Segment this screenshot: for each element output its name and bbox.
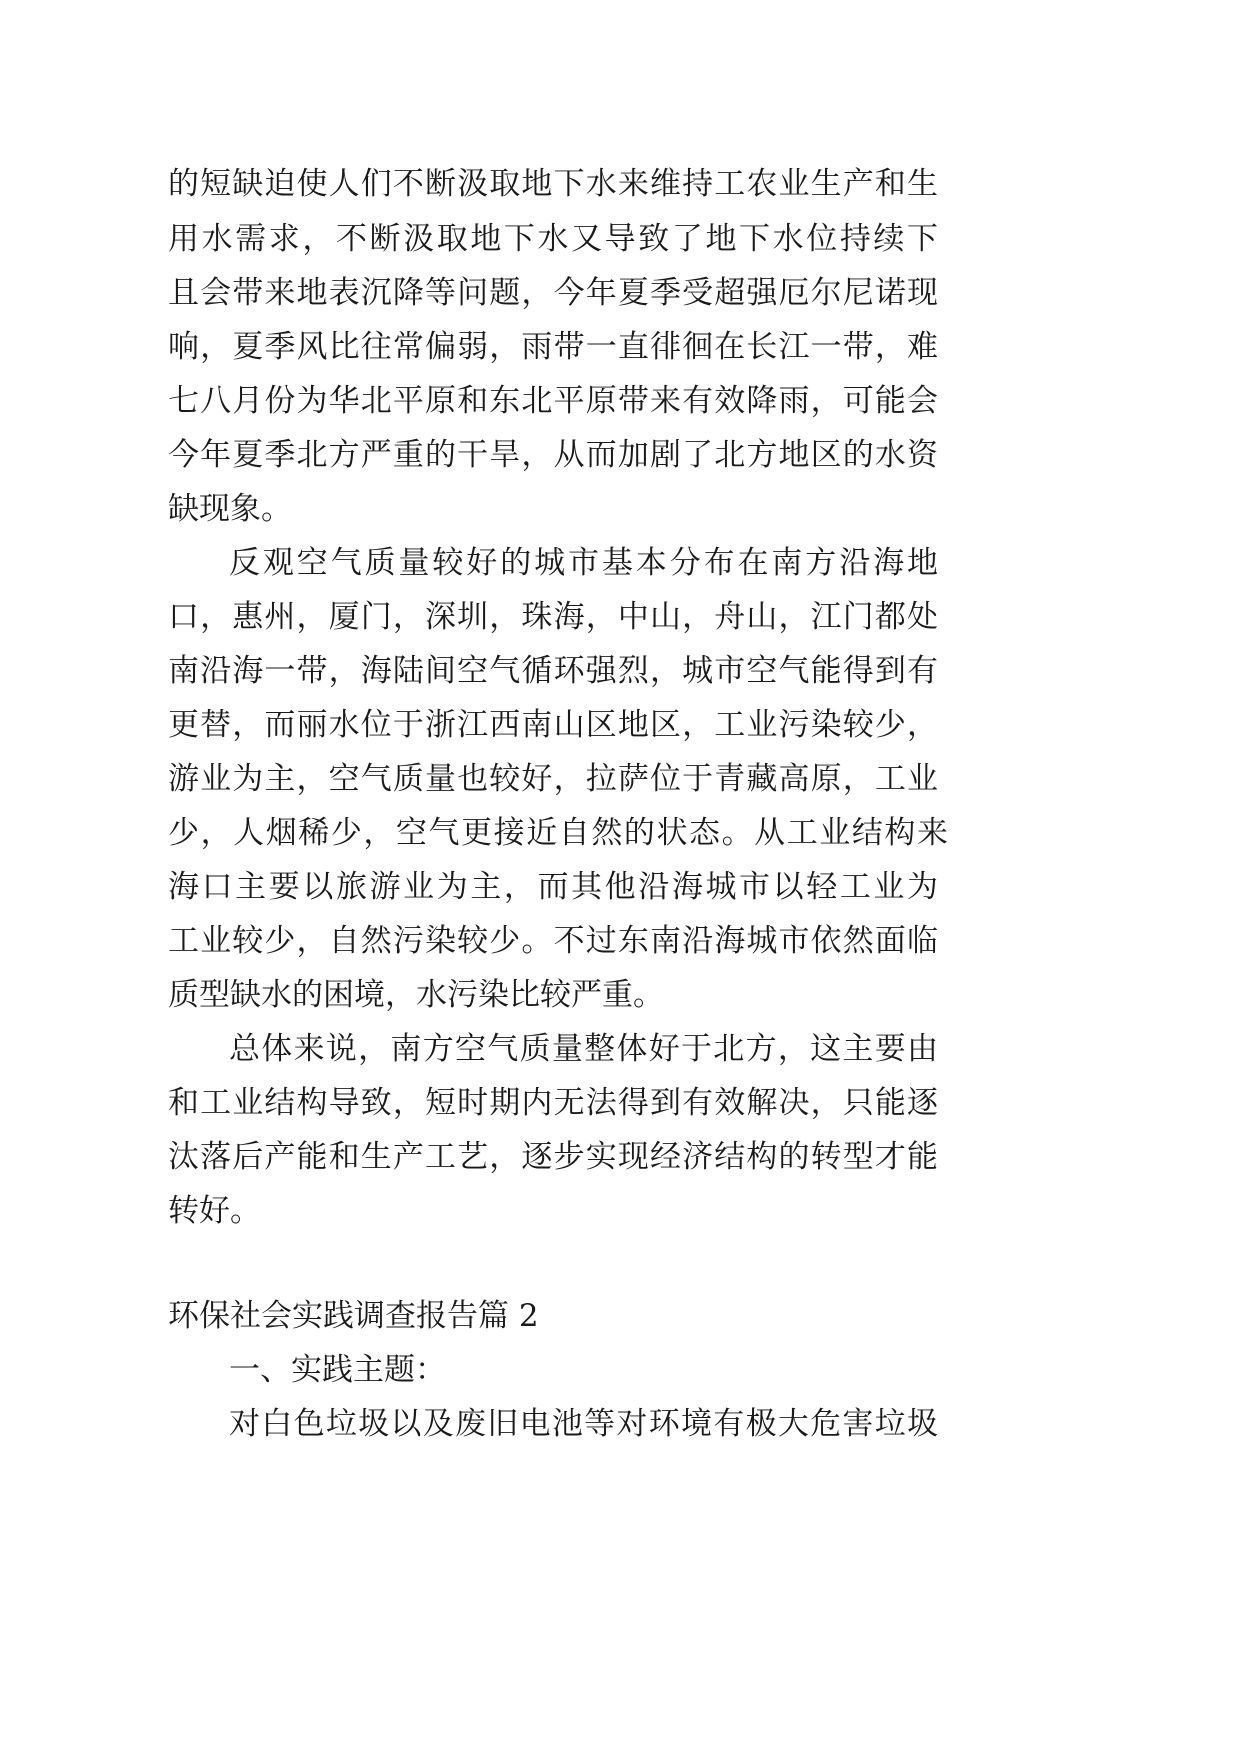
paragraph-line: 的短缺迫使人们不断汲取地下水来维持工农业生产和生: [168, 166, 938, 202]
paragraph-line: 对白色垃圾以及废旧电池等对环境有极大危害垃圾: [229, 1406, 938, 1442]
paragraph-line: 工业较少，自然污染较少。不过东南沿海城市依然面临: [168, 923, 938, 959]
paragraph-line: 口，惠州，厦门，深圳，珠海，中山，舟山，江门都处: [168, 599, 938, 635]
paragraph-line: 转好。: [168, 1193, 261, 1229]
paragraph-line: 七八月份为华北平原和东北平原带来有效降雨，可能会: [168, 383, 938, 419]
paragraph-line: 总体来说，南方空气质量整体好于北方，这主要由: [229, 1031, 938, 1067]
paragraph-line: 质型缺水的困境，水污染比较严重。: [168, 977, 664, 1013]
paragraph-line: 汰落后产能和生产工艺，逐步实现经济结构的转型才能: [168, 1139, 938, 1175]
paragraph-line: 响，夏季风比往常偏弱，雨带一直徘徊在长江一带，难: [168, 329, 938, 365]
paragraph-line: 用水需求，不断汲取地下水又导致了地下水位持续下: [168, 221, 938, 257]
paragraph-line: 南沿海一带，海陆间空气循环强烈，城市空气能得到有: [168, 653, 938, 689]
paragraph-line: 游业为主，空气质量也较好，拉萨位于青藏高原，工业: [168, 761, 938, 797]
paragraph-line: 和工业结构导致，短时期内无法得到有效解决，只能逐: [168, 1085, 938, 1121]
paragraph-line: 海口主要以旅游业为主，而其他沿海城市以轻工业为: [168, 869, 938, 905]
section-title: 环保社会实践调查报告篇 2: [168, 1298, 539, 1334]
paragraph-line: 更替，而丽水位于浙江西南山区地区，工业污染较少，: [168, 707, 938, 743]
paragraph-line: 反观空气质量较好的城市基本分布在南方沿海地: [229, 545, 938, 581]
paragraph-line: 且会带来地表沉降等问题，今年夏季受超强厄尔尼诺现: [168, 275, 938, 311]
subheading: 一、实践主题：: [229, 1352, 446, 1388]
paragraph-line: 缺现象。: [168, 491, 292, 527]
paragraph-line: 今年夏季北方严重的干旱，从而加剧了北方地区的水资: [168, 437, 938, 473]
paragraph-line: 少，人烟稀少，空气更接近自然的状态。从工业结构来: [168, 815, 948, 851]
